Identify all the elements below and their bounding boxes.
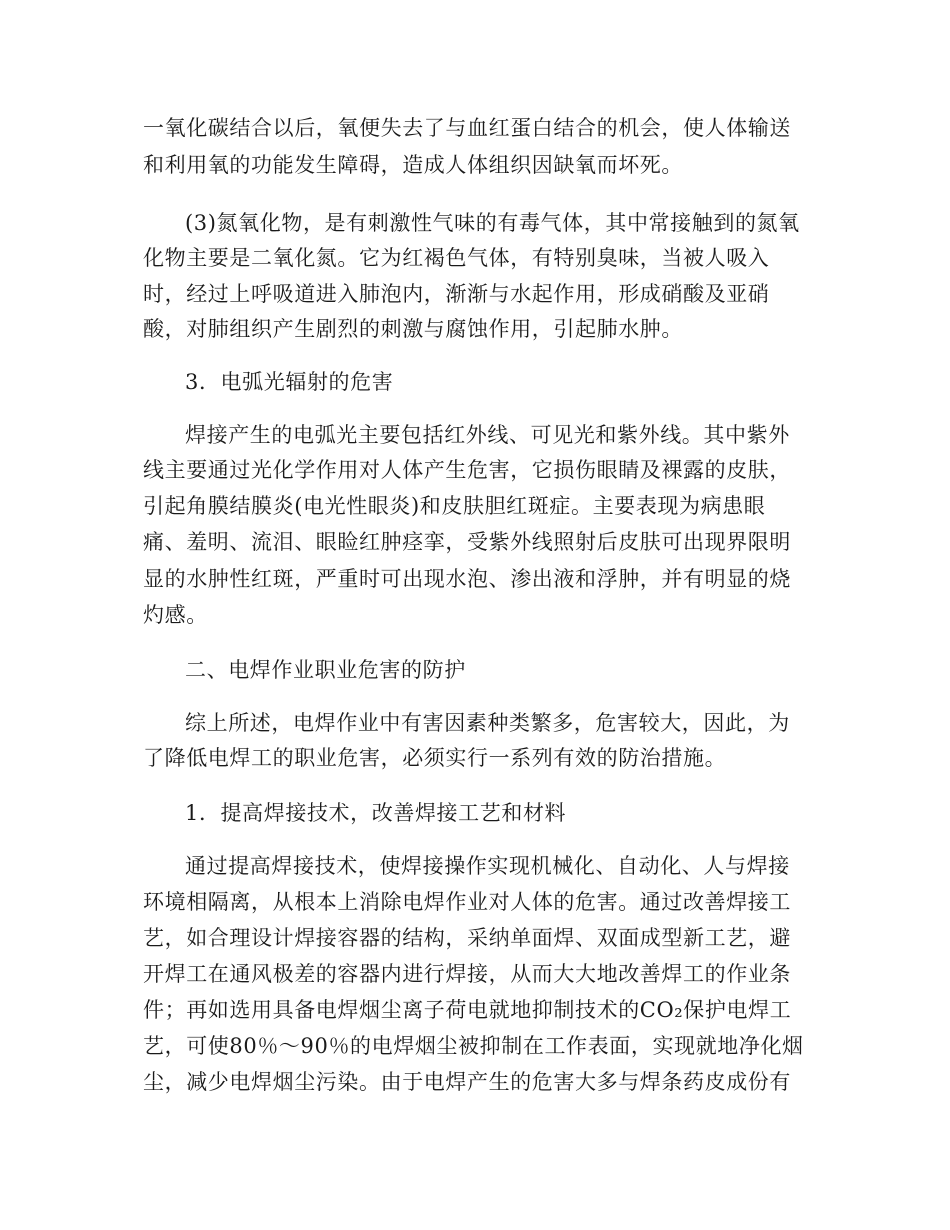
section-heading: 二、电焊作业职业危害的防护 <box>185 658 466 682</box>
paragraph-line: 通过提高焊接技术，使焊接操作实现机械化、自动化、人与焊接 <box>185 854 790 878</box>
paragraph-line: 显的水肿性红斑，严重时可出现水泡、渗出液和浮肿，并有明显的烧 <box>143 567 791 591</box>
paragraph-line: 件；再如选用具备电焊烟尘离子荷电就地抑制技术的CO₂保护电焊工 <box>143 998 792 1022</box>
paragraph-line: 开焊工在通风极差的容器内进行焊接，从而大大地改善焊工的作业条 <box>143 962 791 986</box>
paragraph-line: 艺，可使80％～90％的电焊烟尘被抑制在工作表面，实现就地净化烟 <box>143 1034 804 1058</box>
paragraph-line: 综上所述，电焊作业中有害因素种类繁多，危害较大，因此，为 <box>185 711 790 735</box>
paragraph-line: 时，经过上呼吸道进入肺泡内，渐渐与水起作用，形成硝酸及亚硝 <box>143 282 770 306</box>
paragraph-line: 灼感。 <box>143 603 208 627</box>
paragraph-line: 引起角膜结膜炎(电光性眼炎)和皮肤胆红斑症。主要表现为病患眼 <box>143 494 766 518</box>
paragraph-line: 了降低电焊工的职业危害，必须实行一系列有效的防治措施。 <box>143 746 727 770</box>
section-heading: 3．电弧光辐射的危害 <box>185 370 394 394</box>
paragraph-line: 艺，如合理设计焊接容器的结构，采纳单面焊、双面成型新工艺，避 <box>143 926 791 950</box>
paragraph-line: 线主要通过光化学作用对人体产生危害，它损伤眼睛及裸露的皮肤， <box>143 458 791 482</box>
paragraph-line: 一氧化碳结合以后，氧便失去了与血红蛋白结合的机会，使人体输送 <box>143 116 791 140</box>
paragraph-line: 环境相隔离，从根本上消除电焊作业对人体的危害。通过改善焊接工 <box>143 890 791 914</box>
subsection-heading: 1．提高焊接技术，改善焊接工艺和材料 <box>185 801 567 825</box>
paragraph-line: 痛、羞明、流泪、眼睑红肿痉挛，受紫外线照射后皮肤可出现界限明 <box>143 530 791 554</box>
paragraph-line: 和利用氧的功能发生障碍，造成人体组织因缺氧而坏死。 <box>143 153 683 177</box>
paragraph-line: 酸，对肺组织产生剧烈的刺激与腐蚀作用，引起肺水肿。 <box>143 317 683 341</box>
paragraph-line: 尘，减少电焊烟尘污染。由于电焊产生的危害大多与焊条药皮成份有 <box>143 1070 791 1094</box>
paragraph-line: 焊接产生的电弧光主要包括红外线、可见光和紫外线。其中紫外 <box>185 423 790 447</box>
paragraph-line: (3)氮氧化物，是有刺激性气味的有毒气体，其中常接触到的氮氧 <box>185 211 800 235</box>
paragraph-line: 化物主要是二氧化氮。它为红褐色气体，有特别臭味，当被人吸入 <box>143 246 770 270</box>
